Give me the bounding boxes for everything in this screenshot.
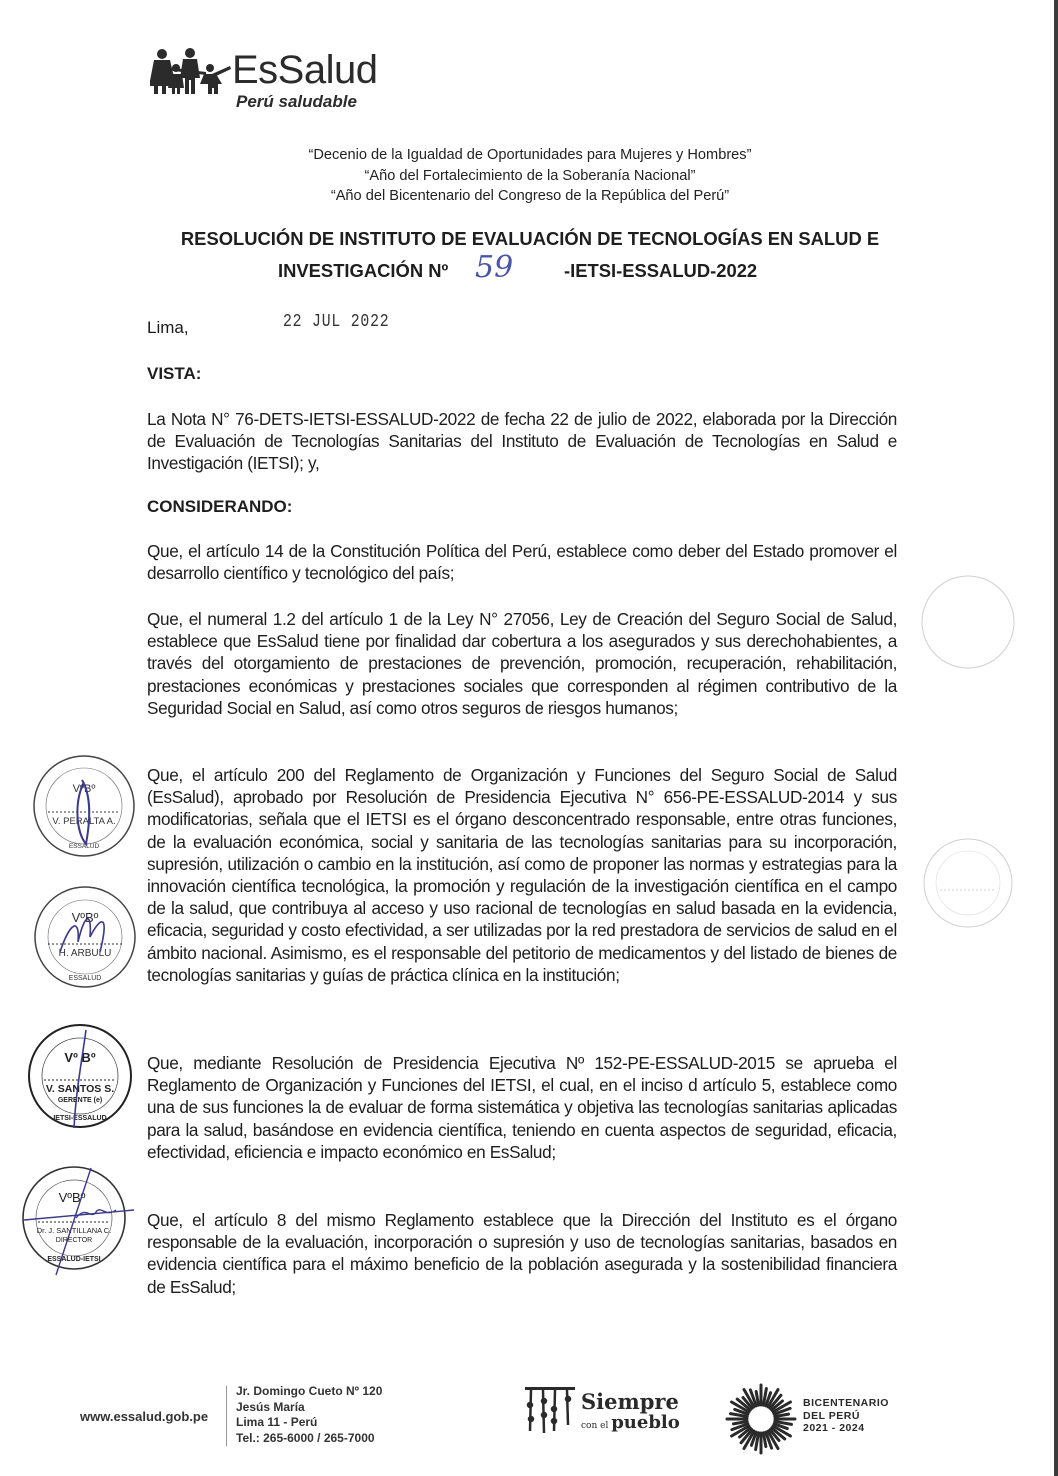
stamp-name: Dr. J. SANTILLANA C. (36, 1226, 112, 1235)
resolution-title-suffix: -IETSI-ESSALUD-2022 (564, 260, 758, 281)
stamp-vb: VºBº (71, 910, 99, 925)
stamp-role: DIRECTOR (55, 1237, 93, 1244)
stamp-name: V. SANTOS S. (45, 1083, 115, 1095)
resolution-title-line1: RESOLUCIÓN DE INSTITUTO DE EVALUACIÓN DE TECNOLOGÍAS EN SALUD E (180, 228, 880, 249)
approval-stamp-santos (24, 1020, 136, 1132)
address-line: Lima 11 - Perú (236, 1415, 318, 1429)
bicentenario-text (803, 1397, 889, 1435)
handwritten-resolution-number: 59 (475, 250, 514, 285)
stamp-vb: VºBº (58, 1190, 86, 1205)
considerando-paragraph: Que, el artículo 200 del Reglamento de Organización y Funciones del Seguro Social de Salud (EsSalud), aprobado por Resolución de Presidencia Ejecutiva N° 656-PE-ESSALUD-2014 y sus modificatorias, señala que el IETSI es el órgano desconcentrado responsable, entre otras funciones, de la evaluación económica, social y sanitaria de las tecnologías sanitarias para su incorporación, supresión, utilización o cambio en la institución, así como de proponer las normas y estrategias para la innovación científica tecnológica, la promoción y regulación de la investigación científica en el campo de la salud, que contribuya al acceso y uso racional de tecnologías en salud basada en la evidencia, eficacia, seguridad y costo efectividad, a ser utilizadas por la red prestadora de servicios de salud en el ámbito nacional. Asimismo, es el responsable del petitorio de medicamentos y del listado de bienes de tecnologías sanitarias y guías de práctica clínica en la institución; (147, 765, 897, 985)
address-line: Tel.: 265-6000 / 265-7000 (236, 1430, 375, 1445)
con-el-pueblo-text (581, 1412, 680, 1433)
siempre-con-el-pueblo-logo (525, 1385, 680, 1440)
signature-mark (74, 1030, 86, 1128)
bicentenario-logo (723, 1381, 889, 1462)
considerando-paragraph: Que, el artículo 14 de la Constitución Política del Perú, establece como deber del Estado promover el desarrollo científico y tecnológico del país; (147, 541, 897, 584)
logo-name: EsSalud (232, 48, 378, 92)
stamp-ring-bottom: IETSI-ESSALUD (53, 1115, 107, 1122)
bicentenario-line: DEL PERÚ (803, 1409, 860, 1422)
footer-divider (226, 1386, 227, 1446)
essalud-logo (150, 44, 390, 116)
considerando-paragraph: Que, el numeral 1.2 del artículo 1 de la Ley N° 27056, Ley de Creación del Seguro Social de Salud, establece que EsSalud tiene por finalidad dar cobertura a los asegurados y sus derechohabientes, a través del otorgamiento de prestaciones de prevención, promoción, recuperación, rehabilitación, prestaciones económicas y prestaciones sociales que corresponden al régimen contributivo de la Seguridad Social en Salud, así como otros seguros de riesgos humanos; (147, 609, 897, 718)
page-edge (1054, 0, 1058, 1476)
faint-stamp-right-upper (918, 572, 1018, 672)
considerando-heading: CONSIDERANDO: (147, 497, 293, 516)
address-line: Jesús María (236, 1399, 305, 1414)
footer-address (236, 1384, 382, 1446)
siempre-text: Siempre (581, 1389, 679, 1414)
faint-stamp-right-lower (920, 835, 1016, 931)
bicentenario-sunburst-icon (723, 1381, 799, 1457)
decenio-line: “Año del Bicentenario del Congreso de la República del Perú” (330, 188, 730, 204)
decenio-line: “Decenio de la Igualdad de Oportunidades para Mujeres y Hombres” (308, 147, 752, 163)
considerando-paragraph: Que, mediante Resolución de Presidencia Ejecutiva Nº 152-PE-ESSALUD-2015 se aprueba el Reglamento de Organización y Funciones del IETSI, el cual, en el inciso d artículo 5, establece como una de sus funciones la de evaluar de forma sistemática y objetiva las tecnologías sanitarias aplicadas para la salud, basándose en evidencia científica, teniendo en cuenta aspectos de seguridad, eficacia, efectividad, eficiencia e impacto económico en EsSalud; (147, 1053, 897, 1162)
resolution-title-prefix: INVESTIGACIÓN Nº (278, 260, 449, 281)
approval-stamp-arbulu (30, 882, 140, 992)
decenio-line: “Año del Fortalecimiento de la Soberanía Nacional” (364, 167, 696, 184)
family-figures-icon (150, 48, 234, 96)
bicentenario-line: 2021 - 2024 (803, 1422, 865, 1434)
stamp-vb: VºBº (72, 783, 96, 795)
address-line: Jr. Domingo Cueto Nº 120 (236, 1384, 383, 1398)
pueblo-text: pueblo (611, 1412, 680, 1433)
bicentenario-line: BICENTENARIO (803, 1397, 889, 1409)
vista-heading: VISTA: (147, 364, 202, 383)
stamped-date: 22 JUL 2022 (283, 312, 390, 332)
approval-stamp-santillana (16, 1160, 136, 1280)
footer-website-link[interactable]: www.essalud.gob.pe (80, 1409, 209, 1424)
con-el-text: con el (581, 1421, 609, 1431)
logo-tagline: Perú saludable (236, 92, 357, 111)
stamp-vb: Vº Bº (64, 1050, 96, 1065)
stamp-ring-bottom: ESSALUD (68, 843, 100, 850)
stamp-name: H. ARBULU (58, 948, 112, 959)
stamp-name: V. PERALTA A. (52, 816, 116, 827)
decenio-lines (140, 145, 920, 207)
approval-stamp-peralta (30, 752, 138, 860)
vista-paragraph: La Nota N° 76-DETS-IETSI-ESSALUD-2022 de fecha 22 de julio de 2022, elaborada por la Dirección de Evaluación de Tecnologías Sanitarias del Instituto de Evaluación de Tecnologías en Salud e Investigación (IETSI); y, (147, 409, 897, 474)
stamp-ring-bottom: ESSALUD-IETSI (47, 1256, 101, 1263)
stamp-role: GERENTE (e) (57, 1097, 103, 1104)
considerando-paragraph: Que, el artículo 8 del mismo Reglamento establece que la Dirección del Instituto es el órgano responsable de la evaluación, incorporación o supresión y uso de tecnologías sanitarias, basados en evidencia científica para el máximo beneficio de la población asegurada y la sostenibilidad financiera de EsSalud; (147, 1210, 897, 1297)
quipu-icon (525, 1385, 577, 1435)
place-label: Lima, (147, 318, 189, 337)
stamp-ring-bottom: ESSALUD (68, 975, 102, 982)
